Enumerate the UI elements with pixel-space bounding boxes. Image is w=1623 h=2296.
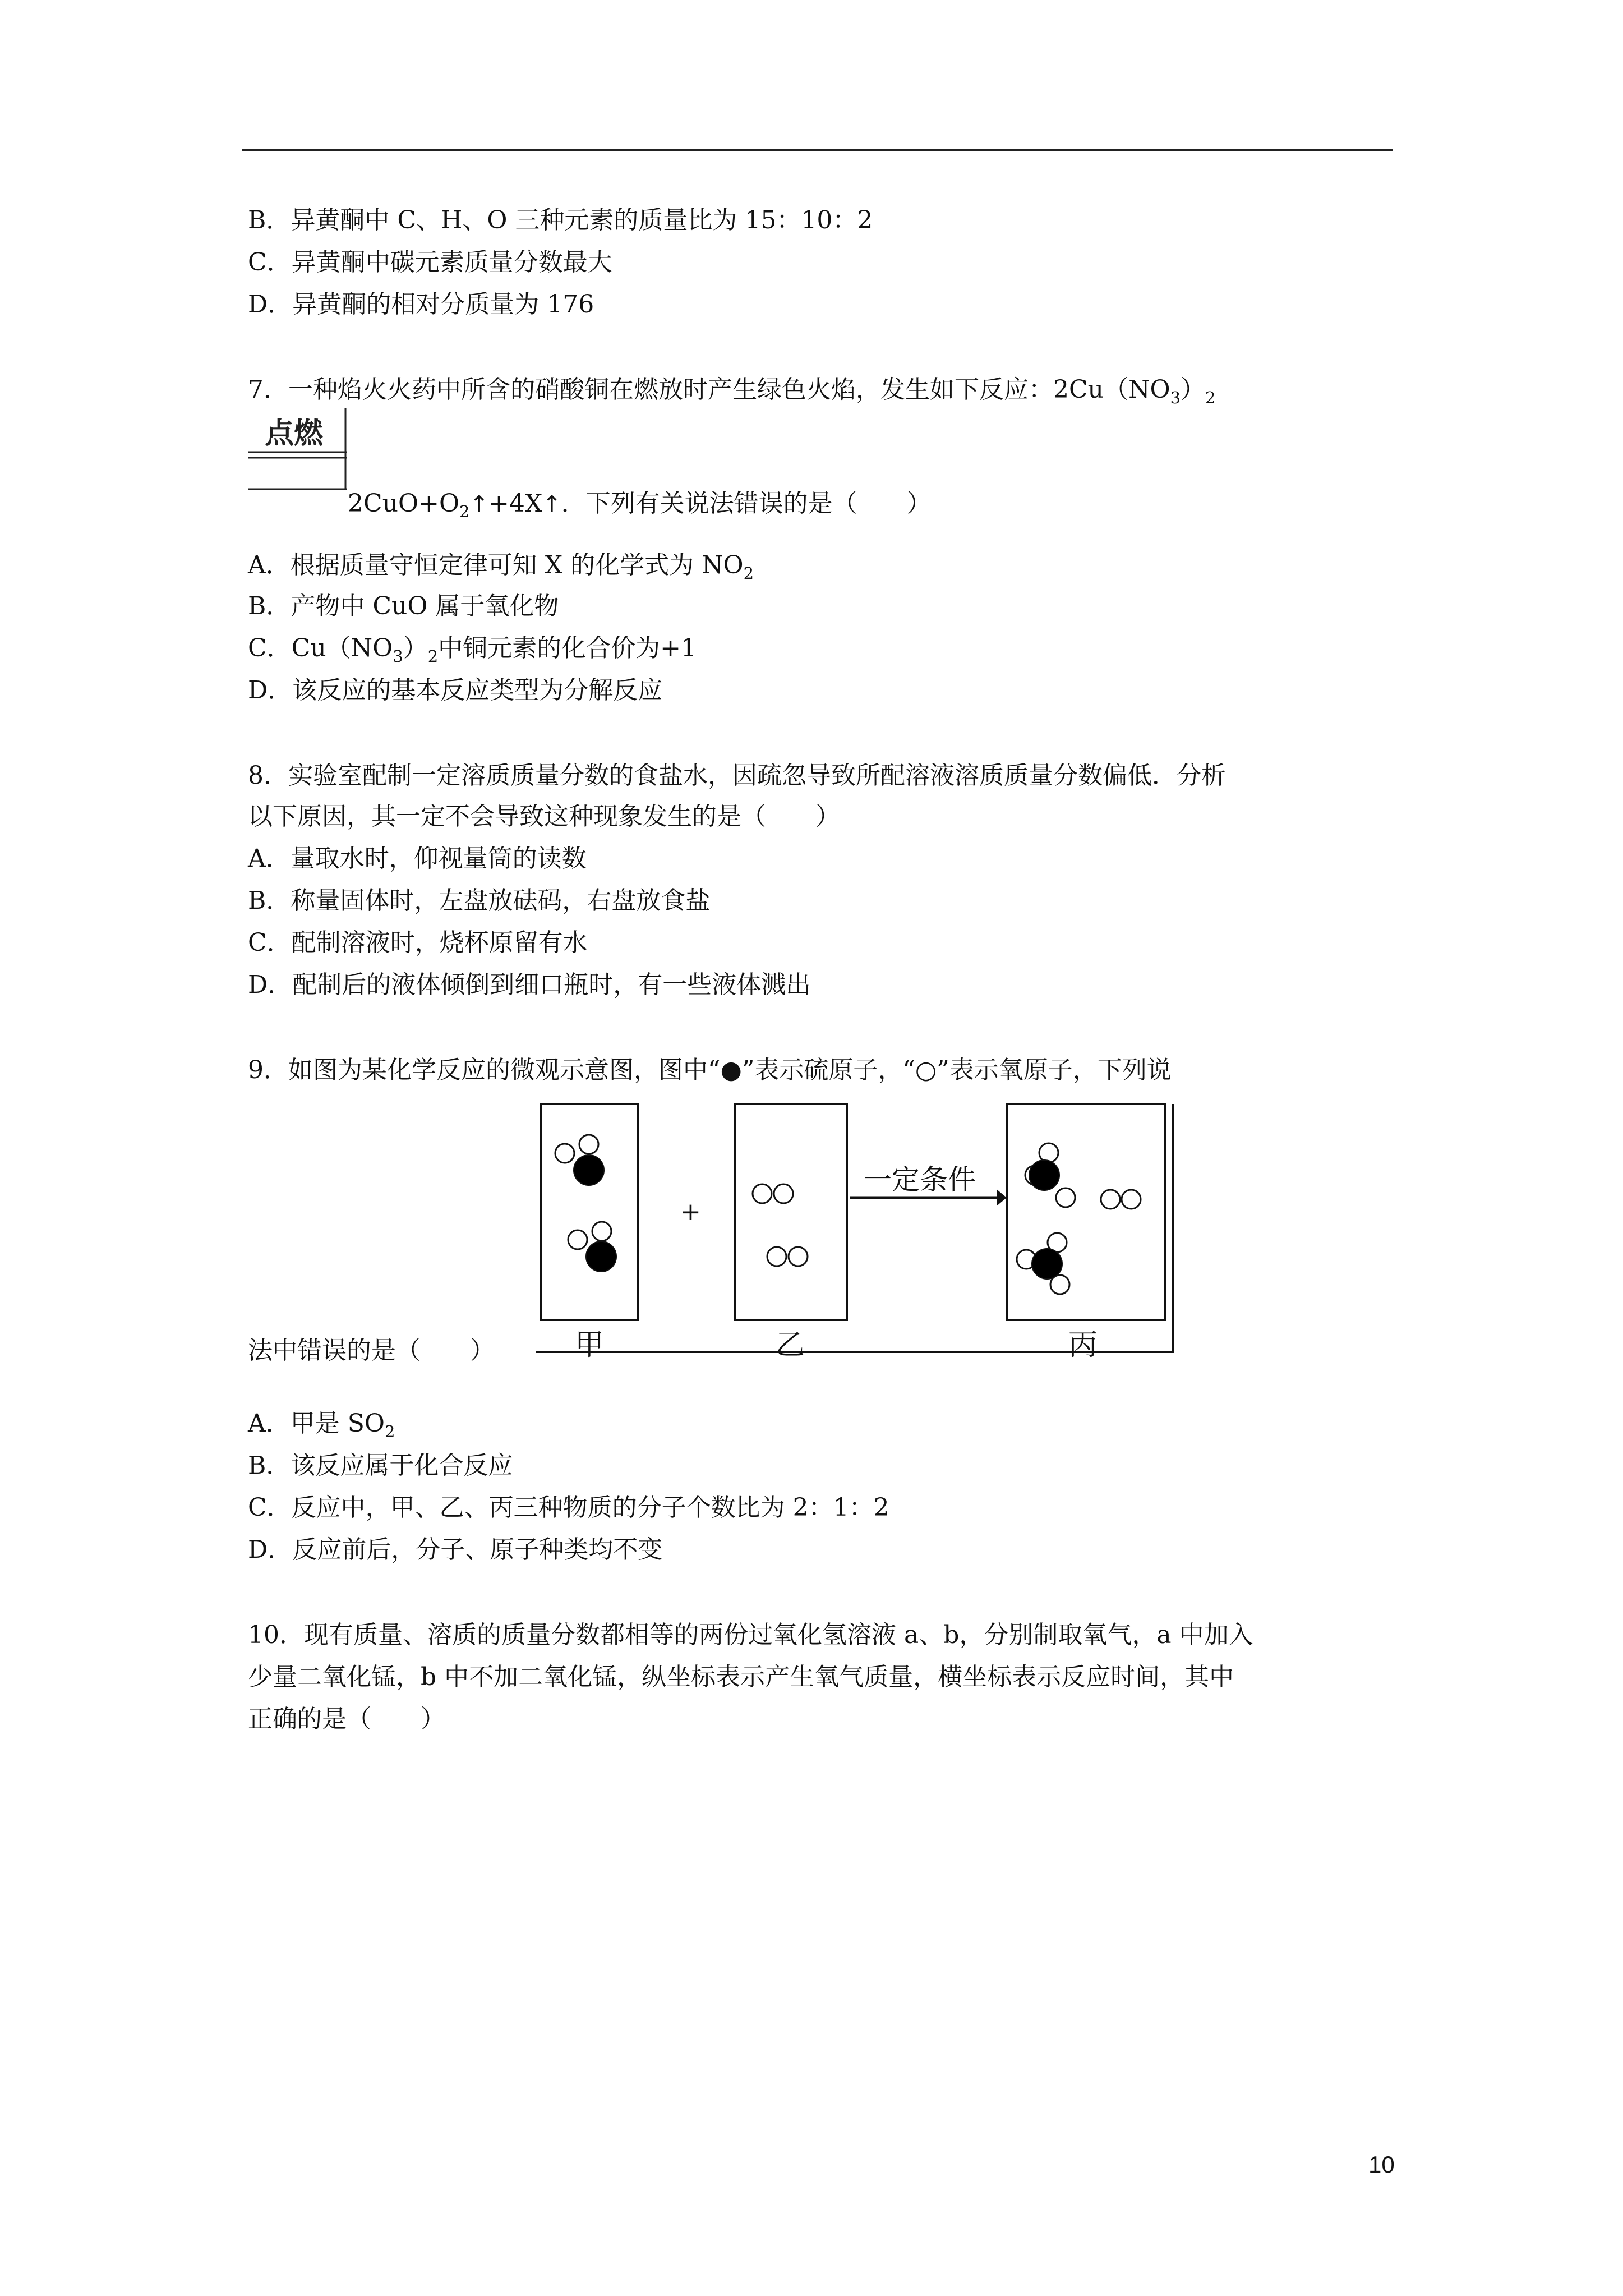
- q8-stem-line2: 以下原因，其一定不会导致这种现象发生的是（ ）: [248, 802, 840, 831]
- label-bing: 丙: [1068, 1328, 1098, 1362]
- box-yi: [735, 1104, 847, 1320]
- q8-option-b: B．称量固体时，左盘放砝码，右盘放食盐: [248, 886, 711, 915]
- molecule-so2-1: [555, 1135, 604, 1185]
- q9-option-d: D．反应前后，分子、原子种类均不变: [248, 1535, 663, 1564]
- label-jia: 甲: [575, 1328, 605, 1362]
- reaction-condition-box: [248, 408, 348, 493]
- arrow-head-icon: [997, 1189, 1007, 1206]
- q7-stem: 7．一种焰火火药中所含的硝酸铜在燃放时产生绿色火焰，发生如下反应：$2Cu(NO_3)_2$: [248, 375, 1216, 407]
- page-number: 10: [1368, 2151, 1395, 2178]
- molecule-so3-2: [1017, 1233, 1069, 1294]
- q8-stem-line1: 8．实验室配制一定溶质质量分数的食盐水，因疏忽导致所配溶液溶质质量分数偏低．分析: [248, 761, 1226, 790]
- q10-stem-line1: 10．现有质量、溶质的质量分数都相等的两份过氧化氢溶液 a、b，分别制取氧气，a 中加入: [248, 1621, 1253, 1649]
- molecule-so3-1: [1025, 1143, 1075, 1207]
- molecule-o2-bing: [1101, 1190, 1141, 1209]
- molecule-o2-2: [767, 1247, 808, 1266]
- plus-sign: +: [680, 1198, 701, 1226]
- q10-stem-line3: 正确的是（ ）: [248, 1705, 445, 1733]
- q7-option-a: A．根据质量守恒定律可知 X 的化学式为 $NO_2$: [248, 551, 754, 583]
- q7-option-c: C．$Cu(NO_3)_2$中铜元素的化合价为+1: [248, 634, 697, 666]
- q9-stem-line1: 9．如图为某化学反应的微观示意图，图中“●”表示硫原子，“○”表示氧原子，下列说: [248, 1056, 1172, 1084]
- q9-option-b: B．该反应属于化合反应: [248, 1451, 513, 1480]
- q7-products: $2CuO+O_2↑+4X↑$．下列有关说法错误的是（ ）: [348, 489, 932, 521]
- q7-option-d: D．该反应的基本反应类型为分解反应: [248, 676, 663, 705]
- box-bing: [1007, 1104, 1165, 1320]
- q10-stem-line2: 少量二氧化锰，b 中不加二氧化锰，纵坐标表示产生氧气质量，横坐标表示反应时间，其中: [248, 1663, 1234, 1691]
- up-arrow-icon: ↑: [542, 491, 561, 517]
- q8-option-a: A．量取水时，仰视量筒的读数: [248, 844, 587, 873]
- up-arrow-icon: ↑: [469, 491, 488, 517]
- q9-option-c: C．反应中，甲、乙、丙三种物质的分子个数比为 2：1：2: [248, 1493, 889, 1522]
- q6-option-b: B．异黄酮中 C、H、O 三种元素的质量比为 15：10：2: [248, 206, 873, 234]
- header-rule: [242, 149, 1393, 151]
- q7-option-b: B．产物中 CuO 属于氧化物: [248, 592, 559, 620]
- molecule-o2-1: [753, 1184, 793, 1203]
- q6-option-d: D．异黄酮的相对分质量为 176: [248, 290, 594, 319]
- molecule-so2-2: [568, 1222, 616, 1272]
- q6-option-c: C．异黄酮中碳元素质量分数最大: [248, 248, 612, 277]
- reaction-micro-diagram: [536, 1099, 1175, 1363]
- reaction-condition-label: 点燃: [265, 417, 324, 450]
- condition-label: 一定条件: [864, 1163, 976, 1196]
- q9-stem-line2: 法中错误的是（ ）: [248, 1336, 495, 1365]
- q9-option-a: A．甲是 $SO_2$: [248, 1409, 395, 1441]
- q8-option-d: D．配制后的液体倾倒到细口瓶时，有一些液体溅出: [248, 970, 811, 999]
- label-yi: 乙: [776, 1328, 805, 1362]
- q8-option-c: C．配制溶液时，烧杯原留有水: [248, 928, 588, 957]
- reaction-equals-lines: [248, 408, 348, 493]
